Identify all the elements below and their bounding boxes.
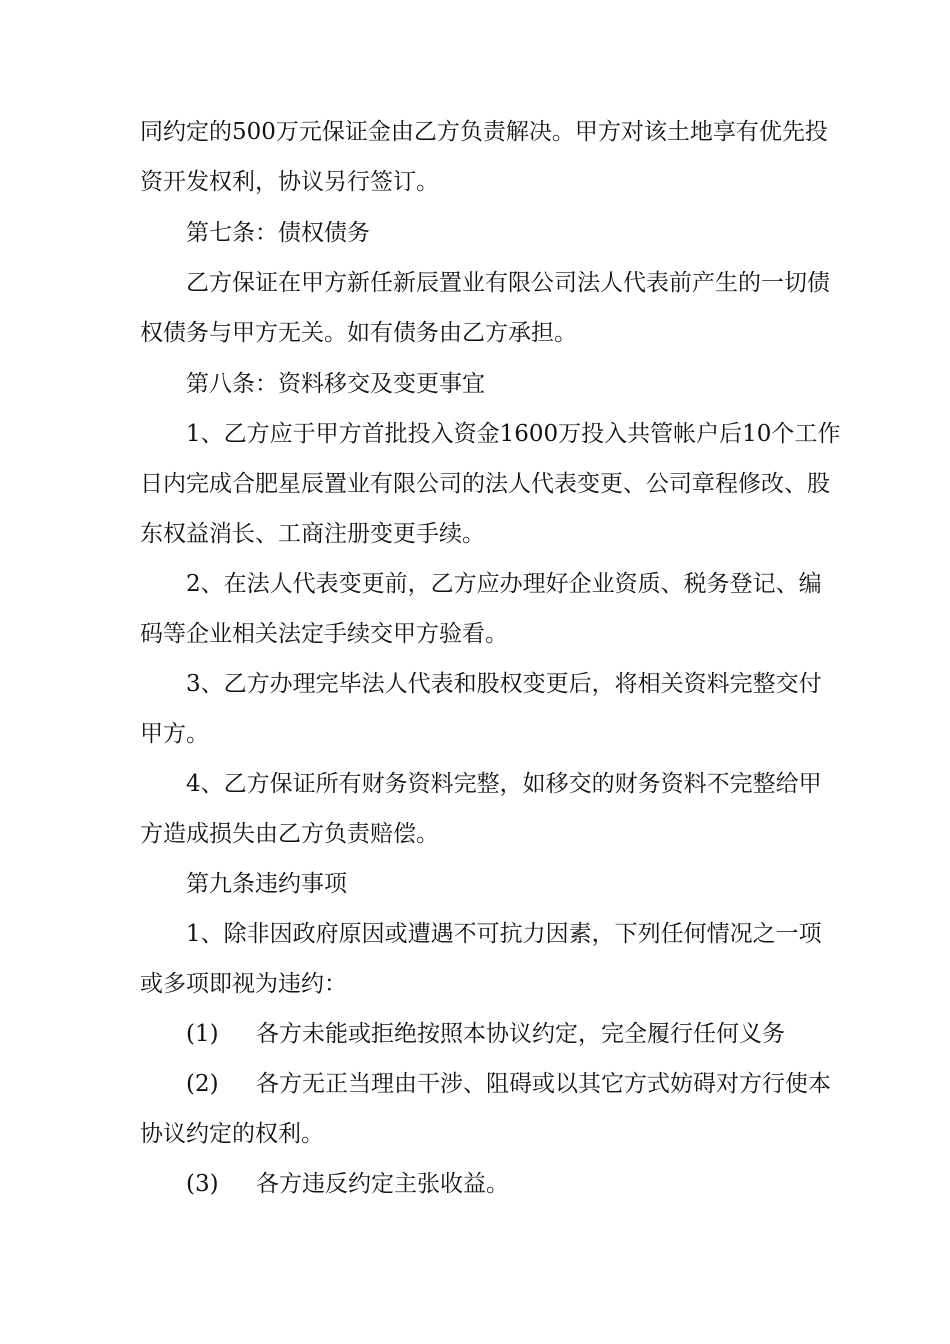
list-item-text: 各方未能或拒绝按照本协议约定，完全履行任何义务 — [256, 1021, 785, 1047]
list-item-text: 各方无正当理由干涉、阻碍或以其它方式妨碍对方行使本 — [256, 1071, 831, 1097]
list-item-number: (2) — [186, 1071, 219, 1097]
paragraph-line: 权债务与甲方无关。如有债务由乙方承担。 — [140, 320, 577, 346]
paragraph-line: 资开发权利，协议另行签订。 — [140, 169, 439, 195]
list-item — [0, 1014, 950, 1054]
paragraph-line: 4、乙方保证所有财务资料完整，如移交的财务资料不完整给甲 — [186, 771, 822, 797]
section-heading-article-7: 第七条：债权债务 — [186, 220, 370, 246]
paragraph-line: 1、乙方应于甲方首批投入资金1600万投入共管帐户后10个工作 — [186, 421, 841, 447]
paragraph-line: 甲方。 — [140, 721, 209, 747]
list-item — [0, 1064, 950, 1104]
section-heading-article-8: 第八条：资料移交及变更事宜 — [186, 371, 485, 397]
list-item — [0, 1164, 950, 1204]
section-heading-article-9: 第九条违约事项 — [186, 871, 347, 897]
paragraph-line: 码等企业相关法定手续交甲方验看。 — [140, 621, 508, 647]
paragraph-line: 2、在法人代表变更前，乙方应办理好企业资质、税务登记、编 — [186, 571, 822, 597]
paragraph-line: 同约定的500万元保证金由乙方负责解决。甲方对该土地享有优先投 — [140, 119, 828, 145]
paragraph-line: 1、除非因政府原因或遭遇不可抗力因素，下列任何情况之一项 — [186, 921, 822, 947]
list-item-text: 各方违反约定主张收益。 — [256, 1171, 509, 1197]
paragraph-line: 3、乙方办理完毕法人代表和股权变更后，将相关资料完整交付 — [186, 671, 822, 697]
list-item-number: (3) — [186, 1171, 219, 1197]
paragraph-line: 协议约定的权利。 — [140, 1121, 324, 1147]
paragraph-line: 或多项即视为违约： — [140, 971, 347, 997]
paragraph-line: 乙方保证在甲方新任新辰置业有限公司法人代表前产生的一切债 — [186, 270, 830, 296]
paragraph-line: 方造成损失由乙方负责赔偿。 — [140, 821, 439, 847]
paragraph-line: 东权益消长、工商注册变更手续。 — [140, 521, 485, 547]
paragraph-line: 日内完成合肥星辰置业有限公司的法人代表变更、公司章程修改、股 — [140, 471, 830, 497]
list-item-number: (1) — [186, 1021, 219, 1047]
